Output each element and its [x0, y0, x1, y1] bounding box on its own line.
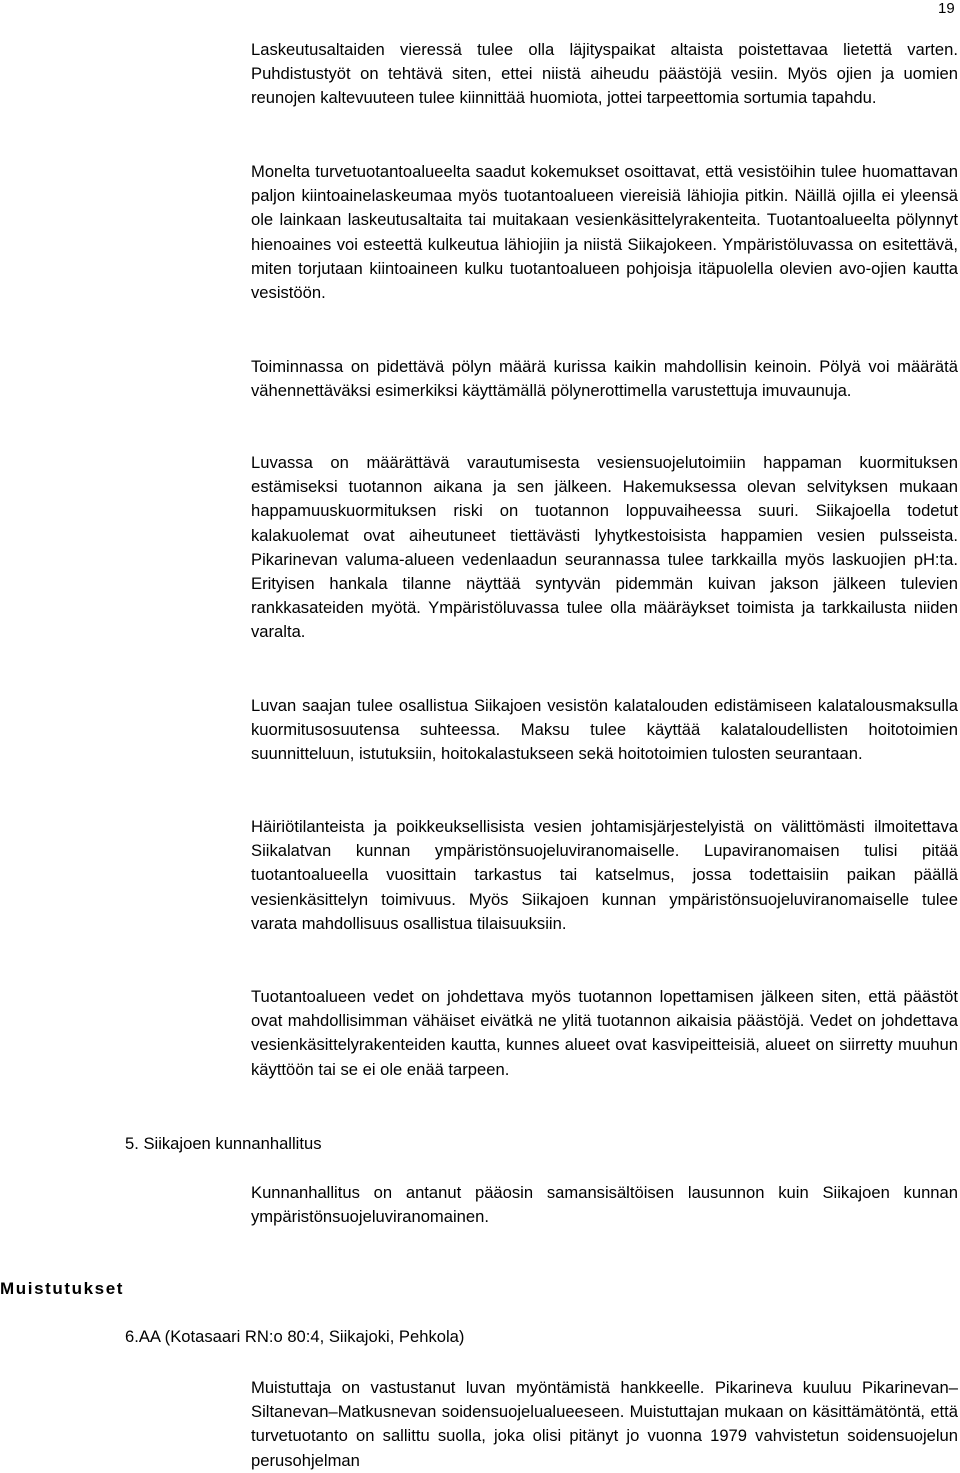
paragraph-suspended-solids: Monelta turvetuotantoalueelta saadut kokemukset osoittavat, että vesistöihin tulee huomattavan paljon kiintoainelaskeumaa myös tuotantoalueen viereisiä lähiojia pitkin. Näillä ojilla ei yleensä ole lainkaan laskeutusaltaita tai muitakaan vesienkäsittelyrakenteita. Tuotantoalueelta pölynnyt hienoaines voi esteettä kulkeutua lähiojiin ja niistä Siikajokeen. Ympäristöluvassa on esitettävä, miten torjutaan kiintoaineen kulku tuotantoalueen pohjoisja itäpuolella olevien avo-ojien kautta vesistöön. — [251, 162, 958, 303]
paragraph-disturbance-reporting: Häiriötilanteista ja poikkeuksellisista vesien johtamisjärjestelyistä on välittömästi ilmoitettava Siikalatvan kunnan ympäristönsuojeluviranomaiselle. Lupaviranomaisen tulisi pitää tuotantoalueella vuosittain tarkastus tai katselmus, jossa todettaisiin paikan päällä vesienkäsittelyn toimivuus. Myös Siikajoen kunnan ympäristönsuojeluviranomaiselle tulee varata mahdollisuus osallistua tilaisuuksiin. — [251, 817, 958, 933]
paragraph-after-production: Tuotantoalueen vedet on johdettava myös tuotannon lopettamisen jälkeen siten, että päästöt ovat mahdollisimman vähäiset eivätkä ne ylitä tuotannon aikaisia päästöjä. Vedet on johdettava vesienkäsittelyrakenteiden kautta, kunnes alueet ovat kasvipeitteisiä, alueet on siirretty muuhun käyttöön tai se ei ole enää tarpeen. — [251, 987, 958, 1079]
paragraph-objection: Muistuttaja on vastustanut luvan myöntämistä hankkeelle. Pikarineva kuuluu Pikarinevan–Siltanevan–Matkusnevan soidensuojelualueeseen. Muistuttajan mukaan on käsittämätöntä, että turvetuotanto on sallittu suolla, joka olisi pitänyt jo vuonna 1979 vahvistetun soidensuojelun perusohjelman — [251, 1378, 958, 1470]
side-heading-reminders: Muistutukset — [0, 1279, 125, 1298]
paragraph-fishery-fee: Luvan saajan tulee osallistua Siikajoen vesistön kalatalouden edistämiseen kalatalousmaksulla kuormitusosuutensa suhteessa. Maksu tulee käyttää kalataloudellisten hoitotoimien suunnitteluun, istutuksiin, hoitokalastukseen sekä hoitotoimien tulosten seurantaan. — [251, 696, 958, 764]
section-heading-municipal-board: 5. Siikajoen kunnanhallitus — [125, 1134, 322, 1153]
paragraph-settling-pond-maintenance: Laskeutusaltaiden vieressä tulee olla läjityspaikat altaista poistettavaa lietettä varten. Puhdistustyöt on tehtävä siten, ettei niistä aiheudu päästöjä vesiin. Myös ojien ja uomien reunojen kaltevuuteen tulee kiinnittää huomiota, jottei tarpeettomia sortumia tapahdu. — [251, 40, 958, 108]
section-heading-objector: 6.AA (Kotasaari RN:o 80:4, Siikajoki, Pehkola) — [125, 1327, 465, 1346]
paragraph-dust-control: Toiminnassa on pidettävä pölyn määrä kurissa kaikin mahdollisin keinoin. Pölyä voi määrätä vähennettäväksi esimerkiksi käyttämällä pölynerottimella varustettuja imuvaunuja. — [251, 357, 958, 401]
page-number: 19 — [938, 0, 955, 17]
paragraph-municipal-board-statement: Kunnanhallitus on antanut pääosin samansisältöisen lausunnon kuin Siikajoen kunnan ympäristönsuojeluviranomainen. — [251, 1183, 958, 1227]
paragraph-acidic-load: Luvassa on määrättävä varautumisesta vesiensuojelutoimiin happaman kuormituksen estämiseksi tuotannon aikana ja sen jälkeen. Hakemuksessa olevan selvityksen mukaan happamuuskuormituksen riski on tuotannon loppuvaiheessa suuri. Siikajoella todetut kalakuolemat ovat aiheutuneet tiettävästi lyhytkestoisista happamien vesien pulsseista. Pikarinevan valuma-alueen vedenlaadun seurannassa tulee tarkkailla myös laskuojien pH:ta. Erityisen hankala tilanne näyttää syntyvän pidemmän kuivan jakson jälkeen tulevien rankkasateiden myötä. Ympäristöluvassa tulee olla määräykset toimista ja tarkkailusta niiden varalta. — [251, 453, 958, 642]
